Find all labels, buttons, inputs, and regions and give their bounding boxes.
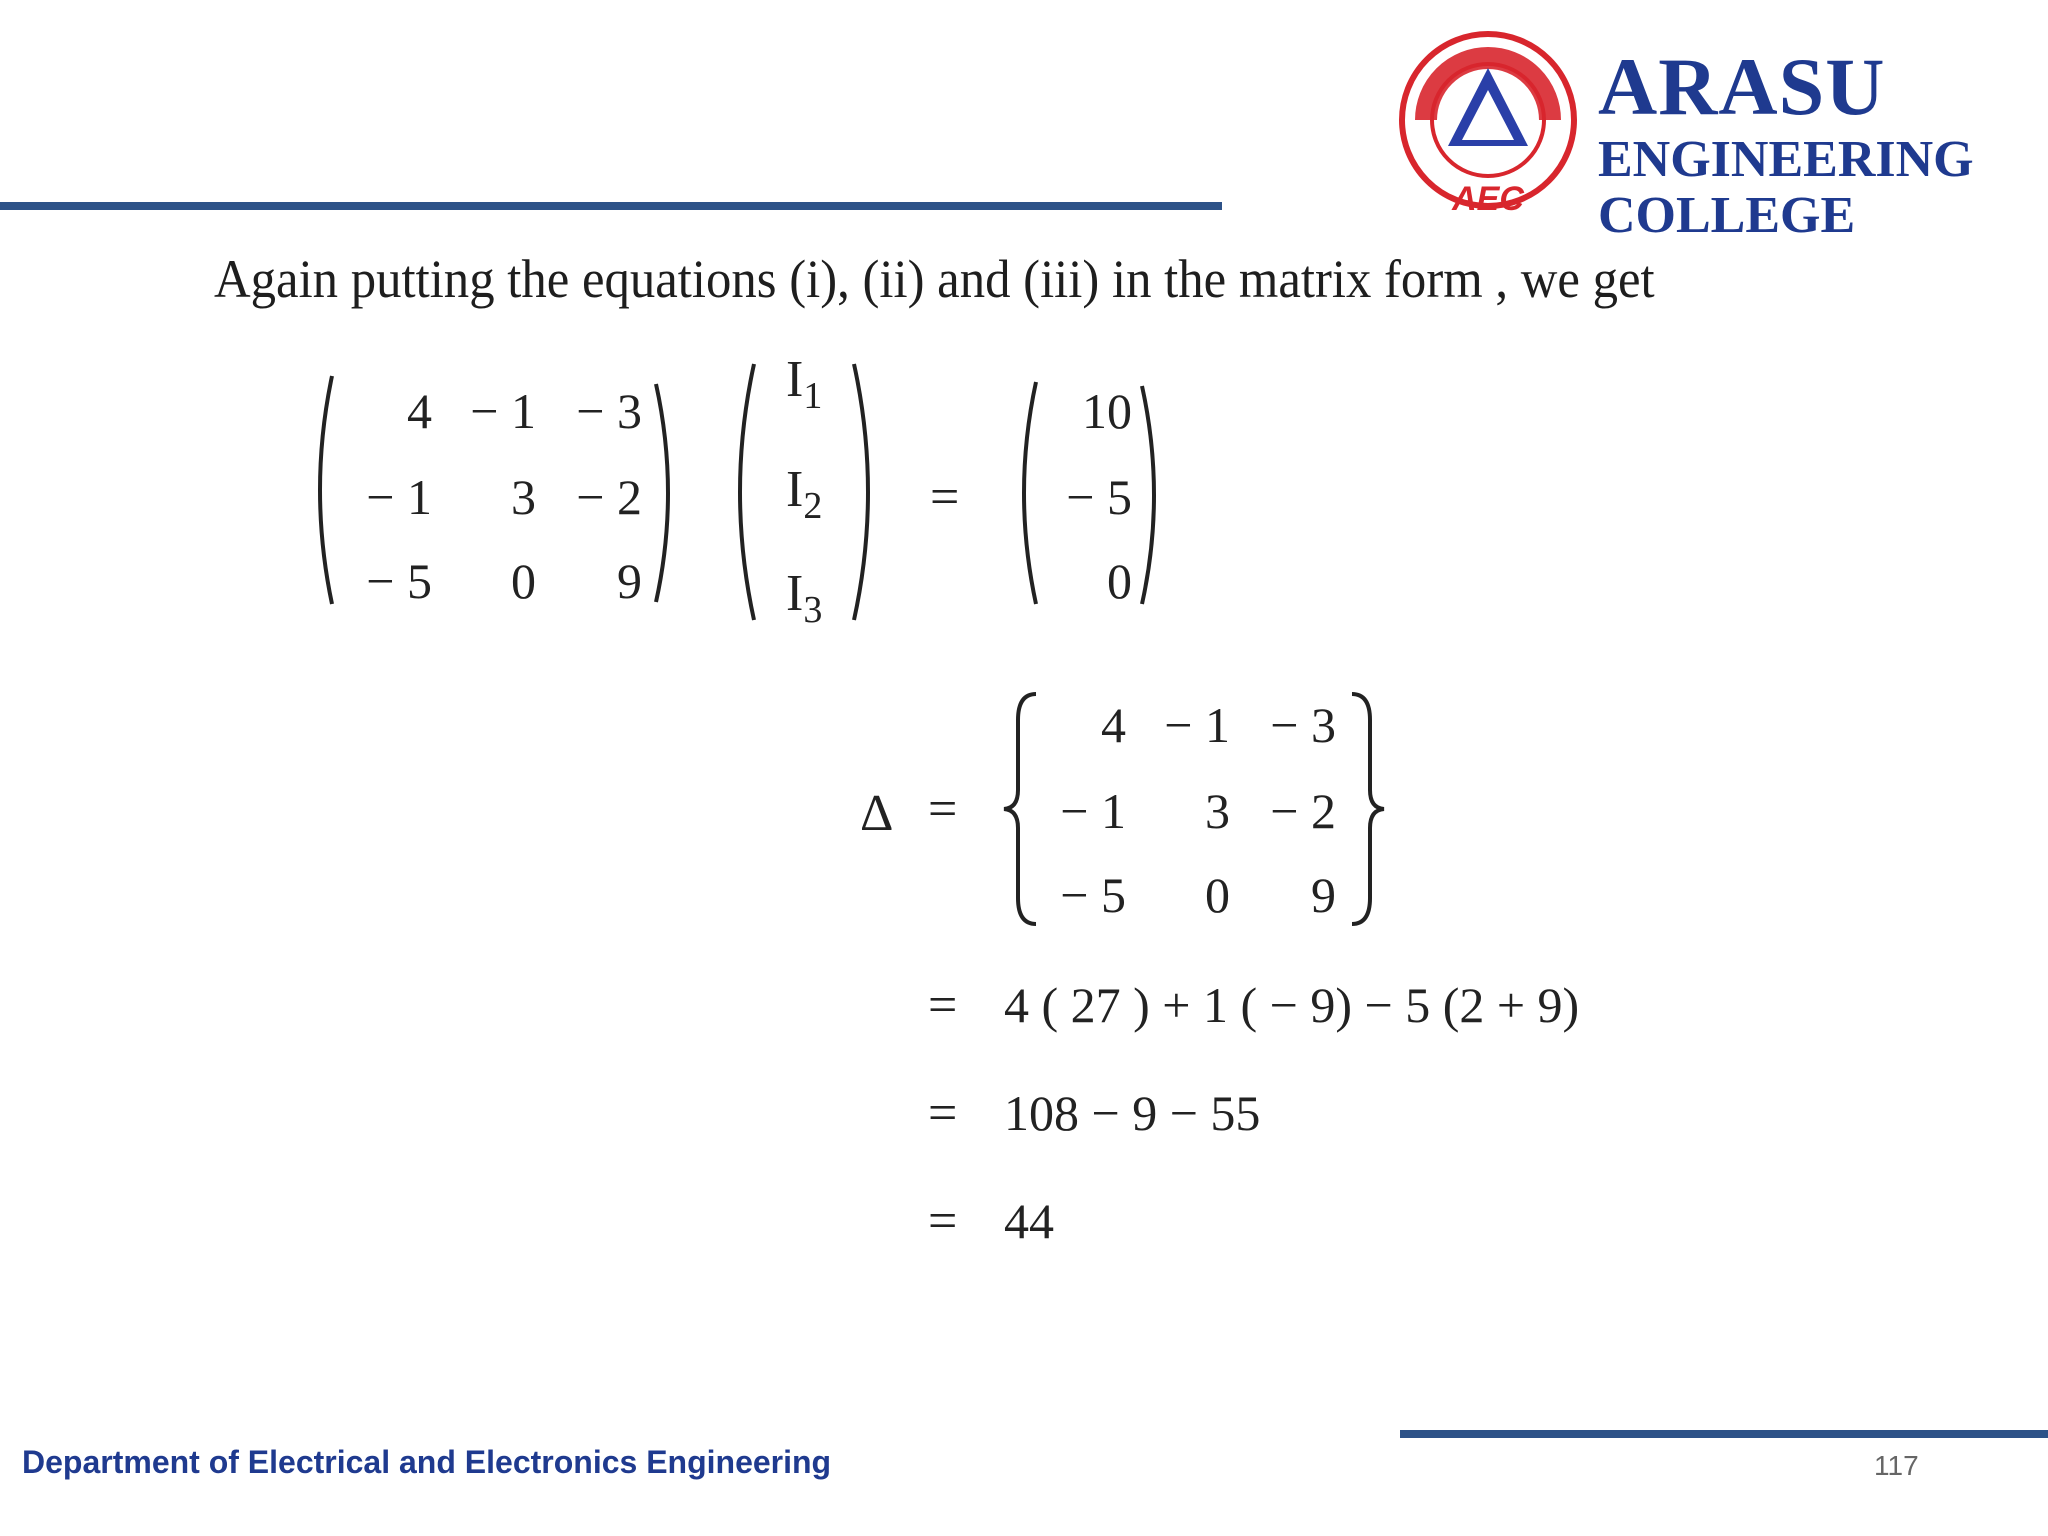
- coef-right-paren: [652, 380, 682, 606]
- coef-cell: − 3: [576, 383, 642, 439]
- coef-cell: 9: [617, 553, 642, 609]
- step-equals: =: [928, 1085, 958, 1142]
- page-number: 117: [1874, 1450, 1919, 1481]
- unknown-i1: $I_1$: [786, 351, 823, 417]
- det-cell: − 3: [1270, 697, 1336, 753]
- det-cell: − 5: [1060, 867, 1126, 923]
- coef-cell: − 2: [576, 469, 642, 525]
- det-cell: 4: [1101, 697, 1126, 753]
- det-right-brace: [1348, 690, 1388, 928]
- header-rule: [0, 202, 1222, 210]
- coef-cell: − 1: [470, 383, 536, 439]
- unknowns-right-paren: [850, 360, 884, 624]
- college-name-line1: ARASU: [1598, 41, 1886, 132]
- coef-cell: − 5: [366, 553, 432, 609]
- seal-abbr: AEC: [1452, 180, 1524, 218]
- intro-text: Again putting the equations (i), (ii) and (iii) in the matrix form , we get: [214, 249, 1655, 309]
- constant-cell: 0: [1107, 553, 1132, 609]
- step-equals: =: [928, 1193, 958, 1250]
- det-cell: 3: [1205, 783, 1230, 839]
- college-seal-logo: [1396, 28, 1580, 218]
- det-cell: − 1: [1164, 697, 1230, 753]
- unknowns-left-paren: [724, 360, 758, 624]
- coef-cell: 0: [511, 553, 536, 609]
- coef-cell: 3: [511, 469, 536, 525]
- det-cell: 0: [1205, 867, 1230, 923]
- step-expression: 108 − 9 − 55: [1004, 1085, 1261, 1141]
- coef-left-paren: [306, 372, 336, 608]
- det-cell: 9: [1311, 867, 1336, 923]
- department-name: Department of Electrical and Electronics Engineering: [22, 1444, 832, 1480]
- constant-cell: 10: [1082, 383, 1132, 439]
- step-result: 44: [1004, 1193, 1054, 1249]
- delta-symbol: Δ: [860, 785, 894, 842]
- equals-sign: =: [930, 469, 960, 526]
- det-left-brace: [1000, 690, 1040, 928]
- det-cell: − 1: [1060, 783, 1126, 839]
- unknown-i2: $I_2$: [786, 461, 823, 527]
- det-cell: − 2: [1270, 783, 1336, 839]
- footer-rule: [1400, 1430, 2048, 1438]
- college-name-line3: COLLEGE: [1598, 187, 1856, 244]
- coef-cell: − 1: [366, 469, 432, 525]
- college-name: [1598, 41, 1974, 244]
- equals-sign: =: [928, 781, 958, 838]
- step-expression: 4 ( 27 ) + 1 ( − 9) − 5 (2 + 9): [1004, 977, 1580, 1033]
- constant-cell: − 5: [1066, 469, 1132, 525]
- step-equals: =: [928, 977, 958, 1034]
- coef-cell: 4: [407, 383, 432, 439]
- constants-right-paren: [1138, 382, 1168, 608]
- unknown-i3: $I_3$: [786, 565, 823, 631]
- college-name-line2: ENGINEERING: [1598, 131, 1974, 188]
- constants-left-paren: [1010, 378, 1040, 608]
